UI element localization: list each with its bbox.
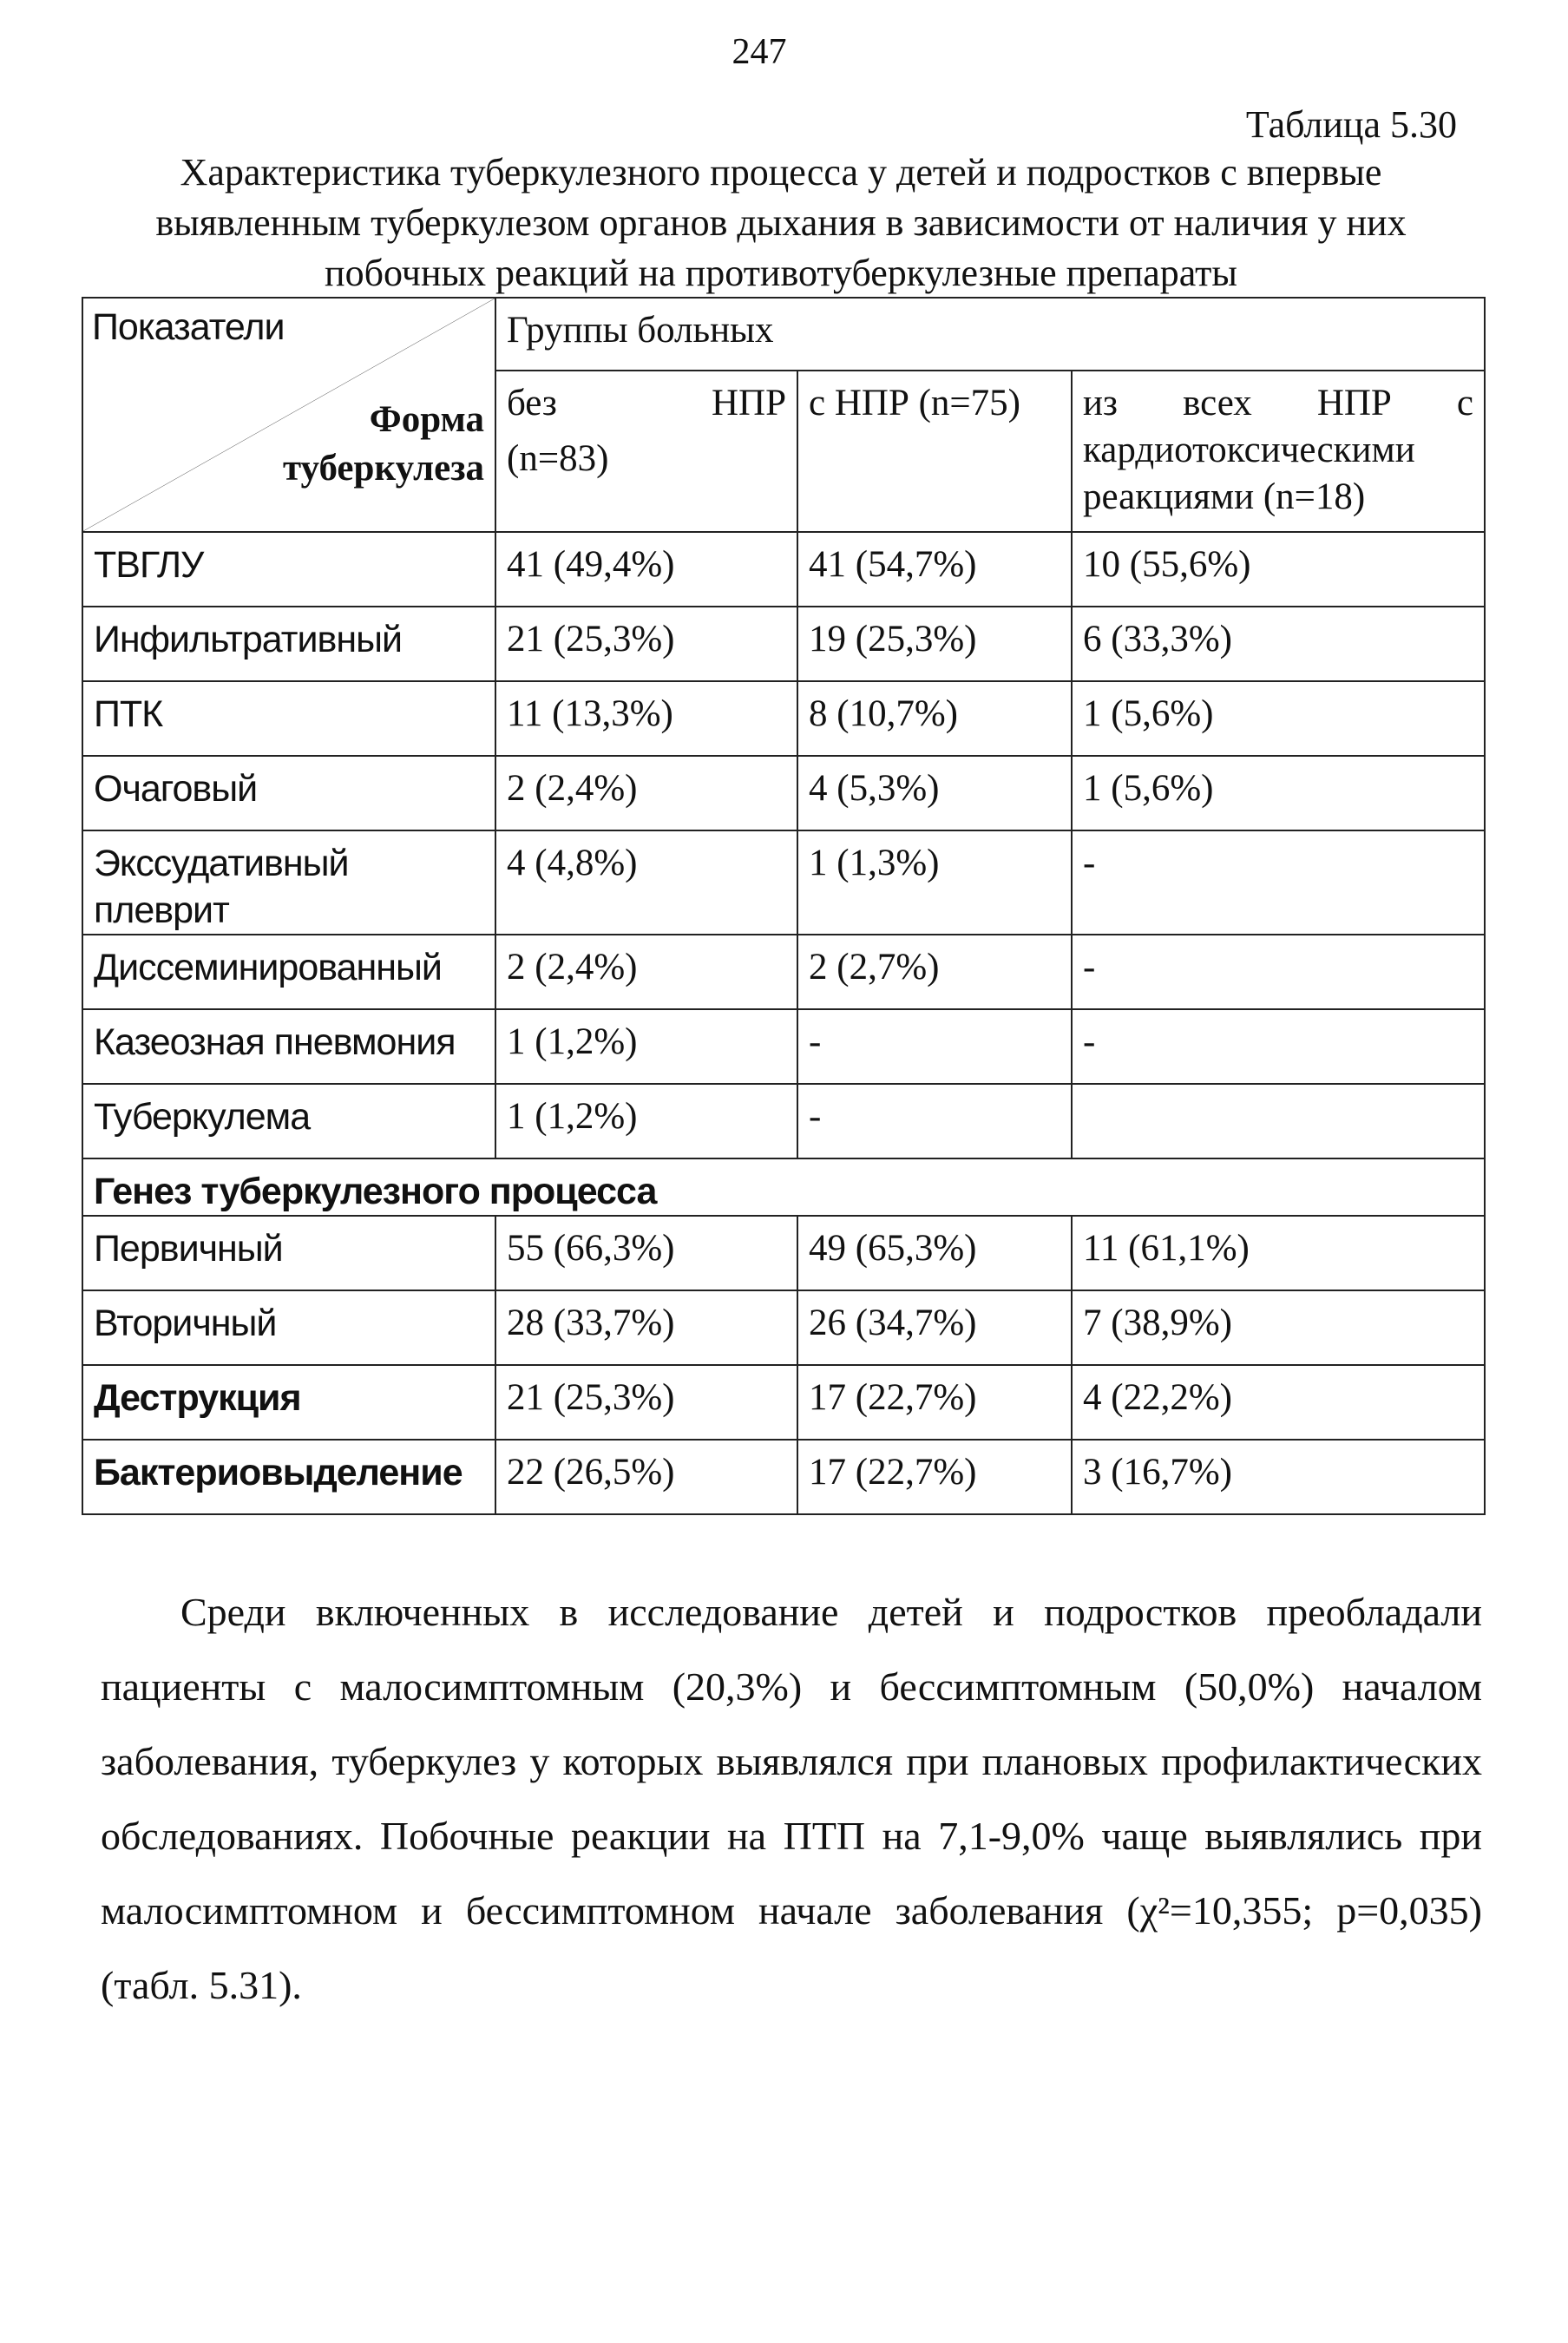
row-label: Туберкулема [82,1084,495,1158]
cell-no-npr: 55 (66,3%) [495,1216,797,1290]
cell-npr: 1 (1,3%) [797,830,1072,935]
table-row [82,1365,1485,1440]
table-row [82,681,1485,756]
cell-npr: 2 (2,7%) [797,935,1072,1009]
groups-header: Группы больных [495,298,1485,371]
cell-cardio: 10 (55,6%) [1072,532,1485,607]
cell-npr: 19 (25,3%) [797,607,1072,681]
col-header-cardio-line3: реакциями (n=18) [1083,476,1366,517]
row-label: Инфильтративный [82,607,495,681]
table-caption: Характеристика туберкулезного процесса у детей и подростков с впервые выявленным туберкулезом органов дыхания в зависимости от наличия у них побочных реакций на противотуберкулезные препараты [155,151,1407,294]
cell-no-npr: 22 (26,5%) [495,1440,797,1514]
cell-no-npr: 4 (4,8%) [495,830,797,935]
table-row [82,830,1485,935]
row-label: Казеозная пневмония [82,1009,495,1084]
cell-no-npr: 21 (25,3%) [495,607,797,681]
row-label: Вторичный [82,1290,495,1365]
col-header-no-npr [495,371,797,532]
paragraph-text: Среди включенных в исследование детей и подростков преобладали пациенты с малосимптомным (20,3%) и бессимптомным (50,0%) началом заболевания, туберкулез у которых выявлялся при плановых профилактических обследованиях. Побочные реакции на ПТП на 7,1-9,0% чаще выявлялись при малосимптомном и бессимптомном начале заболевания (χ²=10,355; p=0,035) (табл. 5.31). [101,1590,1482,2007]
cell-no-npr: 1 (1,2%) [495,1084,797,1158]
cell-cardio: - [1072,935,1485,1009]
cell-cardio: 11 (61,1%) [1072,1216,1485,1290]
col-header-npr: с НПР (n=75) [797,371,1072,532]
col-header-no-npr-line1: без НПР [507,383,786,423]
cell-npr: 17 (22,7%) [797,1365,1072,1440]
table-row [82,1216,1485,1290]
cell-no-npr: 2 (2,4%) [495,756,797,830]
table-row [82,935,1485,1009]
cell-no-npr: 28 (33,7%) [495,1290,797,1365]
cell-cardio: 3 (16,7%) [1072,1440,1485,1514]
data-table [82,297,1486,1515]
indicators-label: Показатели [92,306,285,348]
col-header-cardio-line2: кардиотоксическими [1083,430,1415,470]
table-row [82,1009,1485,1084]
body-paragraph [101,1575,1482,2023]
cell-npr: 17 (22,7%) [797,1440,1072,1514]
cell-npr: - [797,1009,1072,1084]
cell-no-npr: 21 (25,3%) [495,1365,797,1440]
cell-no-npr: 41 (49,4%) [495,532,797,607]
cell-npr: 4 (5,3%) [797,756,1072,830]
section-row-genesis [82,1158,1485,1216]
cell-npr: 41 (54,7%) [797,532,1072,607]
cell-cardio: 4 (22,2%) [1072,1365,1485,1440]
cell-no-npr: 11 (13,3%) [495,681,797,756]
cell-npr: - [797,1084,1072,1158]
row-label: ТВГЛУ [82,532,495,607]
cell-no-npr: 2 (2,4%) [495,935,797,1009]
table-row [82,1440,1485,1514]
table-row [82,1290,1485,1365]
cell-cardio [1072,1084,1485,1158]
row-label: ПТК [82,681,495,756]
row-label: Деструкция [82,1365,495,1440]
header-row-groups [82,298,1485,371]
genesis-title: Генез туберкулезного процесса [82,1158,1485,1216]
form-label-line2: туберкулеза [282,448,484,489]
row-label: Очаговый [82,756,495,830]
table-row [82,532,1485,607]
row-label: Бактериовыделение [82,1440,495,1514]
table-label: Таблица 5.30 [1245,103,1457,146]
form-label [283,396,484,493]
cell-cardio: - [1072,1009,1485,1084]
col-header-no-npr-line2: (n=83) [507,438,609,479]
cell-npr: 26 (34,7%) [797,1290,1072,1365]
cell-cardio: 6 (33,3%) [1072,607,1485,681]
cell-cardio: 1 (5,6%) [1072,756,1485,830]
table-row [82,756,1485,830]
cell-cardio: 1 (5,6%) [1072,681,1485,756]
cell-npr: 49 (65,3%) [797,1216,1072,1290]
table-row [82,607,1485,681]
diagonal-header-cell [82,298,495,532]
cell-cardio: - [1072,830,1485,935]
cell-no-npr: 1 (1,2%) [495,1009,797,1084]
col-header-cardio [1072,371,1485,532]
row-label: Диссеминированный [82,935,495,1009]
col-header-cardio-line1: из всех НПР с [1083,383,1474,423]
table-row [82,1084,1485,1158]
form-label-line1: Форма [369,399,484,440]
cell-cardio: 7 (38,9%) [1072,1290,1485,1365]
row-label: Экссудативный плеврит [82,830,495,935]
cell-npr: 8 (10,7%) [797,681,1072,756]
row-label: Первичный [82,1216,495,1290]
page-number: 247 [732,32,787,72]
